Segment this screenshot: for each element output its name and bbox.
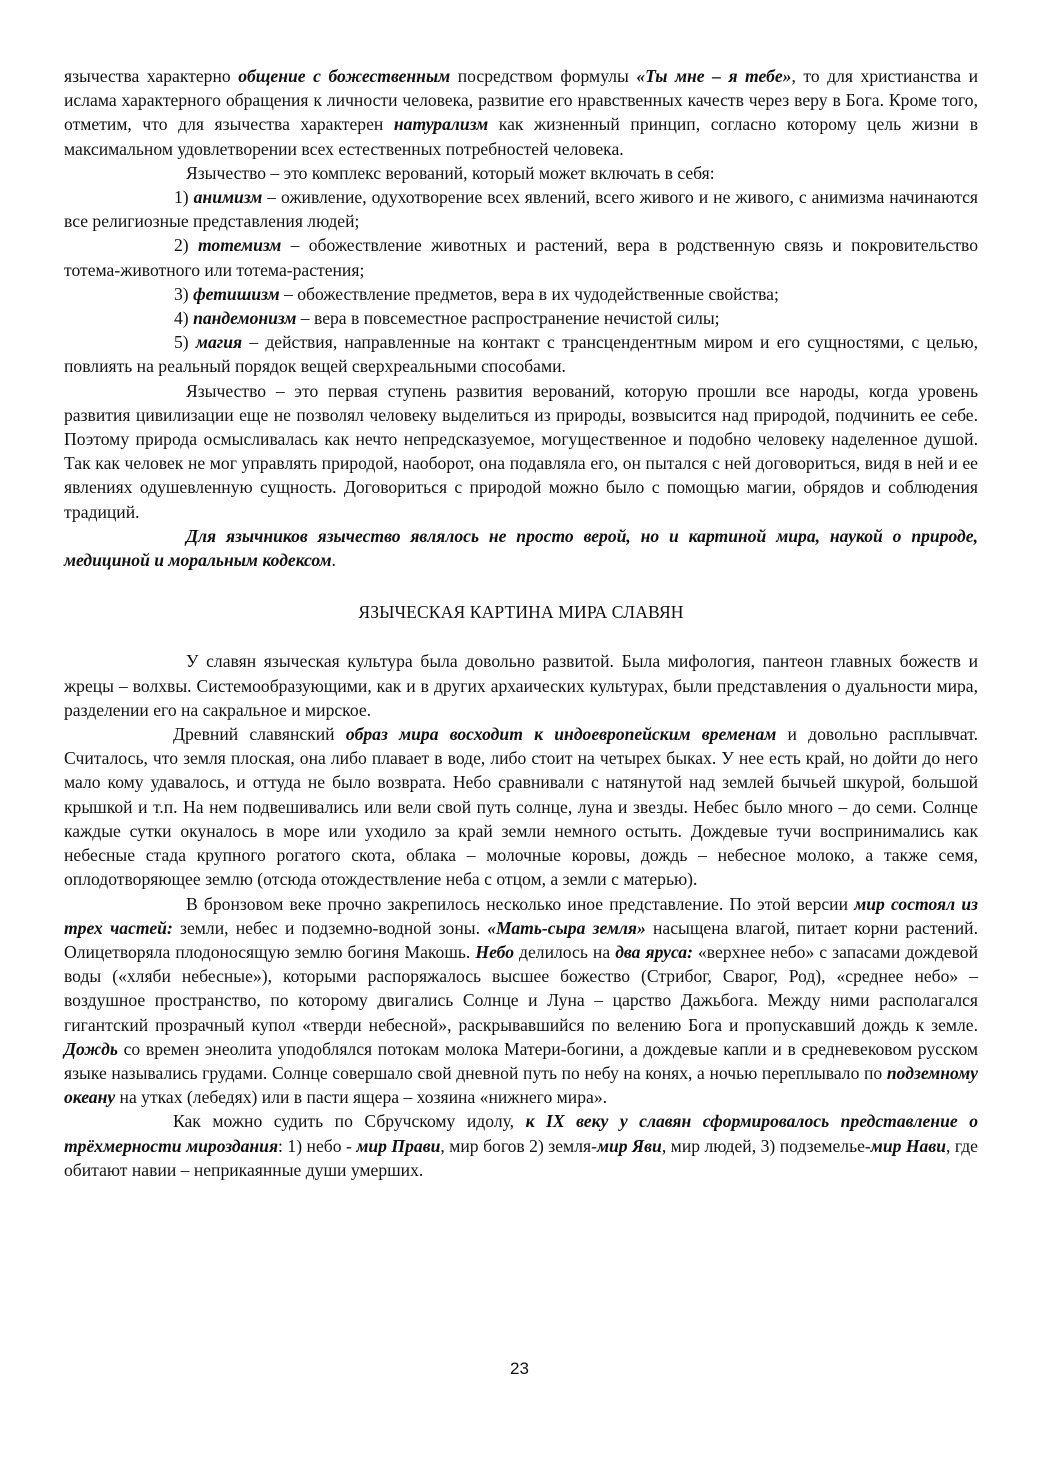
emphasis: мир Нави xyxy=(870,1135,947,1156)
paragraph-beliefs-intro: Язычество – это комплекс верований, который может включать в себя: xyxy=(186,162,715,183)
paragraph-three-worlds: Как можно судить по Сбручскому идолу, к IX веку у славян сформировалось представление о трёхмерности мироздания: 1) небо - мир Прави, мир богов 2) земля-мир Яви, мир людей, 3) подземелье-мир Нави, где обитают навии – неприкаянные души умерших. xyxy=(64,1111,978,1180)
page-number: 23 xyxy=(510,1359,529,1378)
emphasis: общение с божественным xyxy=(238,66,451,86)
list-item: 1) анимизм – оживление, одухотворение всех явлений, всего живого и не живого, с анимизма начинаются все религиозные представления людей; xyxy=(64,187,978,232)
list-item: 5) магия – действия, направленные на контакт с трансцендентным миром и его сущностями, с целью, повлиять на реальный порядок вещей сверхреальными способами. xyxy=(64,332,978,377)
list-item: 2) тотемизм – обожествление животных и растений, вера в родственную связь и покровительство тотема-животного или тотема-растения; xyxy=(64,235,979,280)
list-item: 3) фетишизм – обожествление предметов, вера в их чудодейственные свойства; xyxy=(174,283,779,304)
emphasis: образ мира восходит к индоевропейским временам xyxy=(345,724,777,745)
paragraph-paganism-traits: язычества характерно общение с божественным посредством формулы «Ты мне – я тебе», то для христианства и ислама характерного обращения к личности человека, развитие его нравственных качеств через веру в Бога. Кроме того, отметим, что для язычества характерен натурализм как жизненный принцип, согласно которому цель жизни в максимальном удовлетворении всех естественных потребностей человека. xyxy=(64,66,978,159)
list-term: тотемизм xyxy=(197,235,282,256)
emphasis: мир состоял из трех частей: xyxy=(64,893,978,938)
list-term: анимизм xyxy=(193,187,263,208)
emphasis: натурализм xyxy=(393,114,489,135)
paragraph-emphasis-summary: Для язычников язычество являлось не просто верой, но и картиной мира, наукой о природе, медициной и моральным кодексом. xyxy=(64,525,978,571)
emphasis: к IX веку у славян сформировалось представление о трёхмерности мироздания xyxy=(64,1111,978,1156)
emphasis: подземному океану xyxy=(64,1062,978,1108)
emphasis: Дождь xyxy=(64,1038,118,1059)
paragraph-slavic-culture: У славян языческая культура была довольно развитой. Была мифология, пантеон главных божеств и жрецы – волхвы. Системообразующими, как и в других архаических культурах, были представления о дуальности мира, разделении его на сакральное и мирское. xyxy=(64,651,978,720)
emphasis: «Ты мне – я тебе» xyxy=(636,66,792,86)
list-term: магия xyxy=(195,332,243,353)
emphasis: «Мать-сыра земля» xyxy=(487,917,646,938)
list-term: фетишизм xyxy=(193,283,280,304)
emphasis: два яруса: xyxy=(615,941,693,962)
paragraph-ancient-world-image: Древний славянский образ мира восходит к индоевропейским временам и довольно расплывчат. Считалось, что земля плоская, она либо плавает в воде, либо стоит на четырех быках. У нее есть край, но дойти до него мало кому удавалось, и оттуда не было возврата. Небо сравнивали с натянутой над землей бычьей шкурой, большой крышкой и т.п. На нем подвешивались или вели свой путь солнце, луна и звезды. Небес было много – до семи. Солнце каждые сутки окуналось в море или уходило за край земли немного остыть. Дождевые тучи воспринимались как небесные стада крупного рогатого скота, облака – молочные коровы, дождь – небесное молоко, а также семя, оплодотворяющее землю (отсюда отождествление неба с отцом, а земли с матерью). xyxy=(64,724,978,890)
document-page xyxy=(64,64,978,1182)
paragraph-first-stage: Язычество – это первая ступень развития верований, которую прошли все народы, когда уровень развития цивилизации еще не позволял человеку выделиться из природы, возвысится над природой, подчинить ее себе. Поэтому природа осмысливалась как нечто непредсказуемое, могущественное и подобно человеку наделенное душой. Так как человек не мог управлять природой, наоборот, она подавляла его, он пытался с ней договориться, видя в ней и ее явлениях одушевленную сущность. Договориться с природой можно было с помощью магии, обрядов и соблюдения традиций. xyxy=(64,380,978,522)
section-heading: ЯЗЫЧЕСКАЯ КАРТИНА МИРА СЛАВЯН xyxy=(358,602,684,623)
paragraph-bronze-age: В бронзовом веке прочно закрепилось несколько иное представление. По этой версии мир состоял из трех частей: земли, небес и подземно-водной зоны. «Мать-сыра земля» насыщена влагой, питает корни растений. Олицетворяла плодоносящую землю богиня Макошь. Небо делилось на два яруса: «верхнее небо» с запасами дождевой воды («хляби небесные»), которыми распоряжалось высшее божество (Стрибог, Сварог, Род), «среднее небо» – воздушное пространство, по которому двигались Солнце и Луна – царство Дажьбога. Между ними располагался гигантский прозрачный купол «тверди небесной», раскрывавшийся по велению Бога и пропускавший дождь к земле. Дождь со времен энеолита уподоблялся потокам молока Матери-богини, а дождевые капли и в средневековом русском языке назывались грудами. Солнце совершало свой дневной путь по небу на конях, а ночью переплывало по подземному океану на утках (лебедях) или в пасти ящера – хозяина «нижнего мира». xyxy=(64,893,978,1108)
emphasis: мир Прави xyxy=(356,1135,441,1156)
emphasis: мир Яви xyxy=(596,1135,662,1156)
list-item: 4) пандемонизм – вера в повсеместное распространение нечистой силы; xyxy=(174,308,720,329)
list-term: пандемонизм xyxy=(193,308,297,329)
emphasis: Небо xyxy=(475,941,514,962)
